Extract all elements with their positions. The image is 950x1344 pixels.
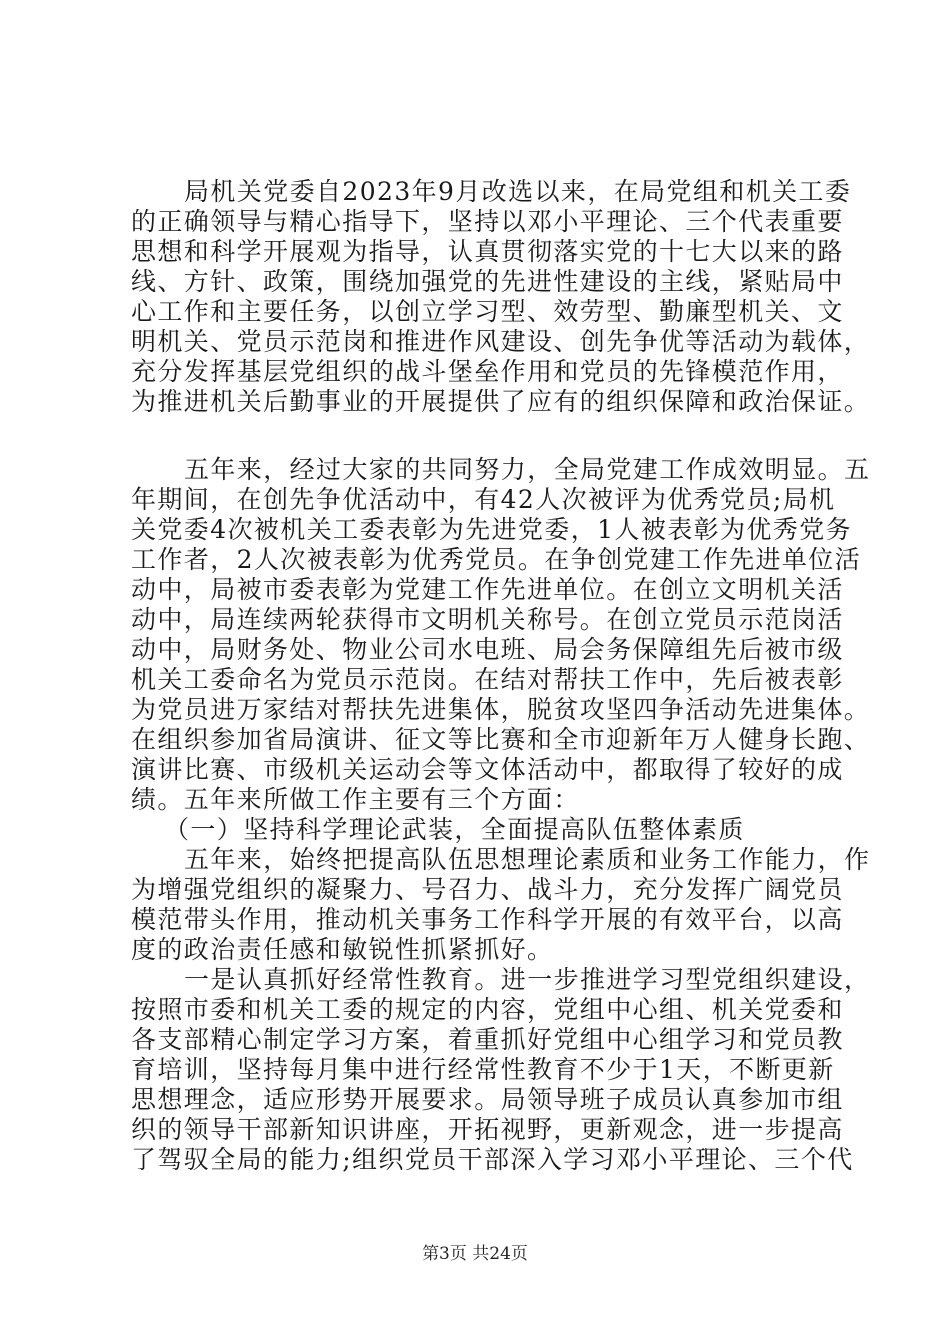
text-line: 育培训，坚持每月集中进行经常性教育不少于1天，不断更新 [131, 1055, 835, 1084]
text-line: 年期间，在创先争优活动中，有42人次被评为优秀党员;局机 [131, 485, 836, 514]
text-line: 明机关、党员示范岗和推进作风建设、创先争优等活动为载体， [131, 327, 871, 356]
text-line: 为推进机关后勤事业的开展提供了应有的组织保障和政治保证。 [131, 387, 871, 416]
page-footer [0, 1239, 950, 1264]
text-line: 为增强党组织的凝聚力、号召力、战斗力，充分发挥广阔党员 [131, 875, 844, 904]
text-line: 演讲比赛、市级机关运动会等文体活动中，都取得了较好的成 [131, 755, 844, 784]
text-line: 思想和科学开展观为指导，认真贯彻落实党的十七大以来的路 [131, 237, 844, 266]
text-line: 五年来，经过大家的共同努力，全局党建工作成效明显。五 [184, 455, 871, 484]
text-line: 的正确领导与精心指导下，坚持以邓小平理论、三个代表重要 [131, 207, 844, 236]
page-number: 第3页 共24页 [422, 1244, 528, 1264]
text-line: 关党委4次被机关工委表彰为先进党委，1人被表彰为优秀党务 [131, 515, 853, 544]
text-line: 度的政治责任感和敏锐性抓紧抓好。 [131, 935, 554, 964]
text-line: 绩。五年来所做工作主要有三个方面： [131, 785, 580, 814]
text-line: 机关工委命名为党员示范岗。在结对帮扶工作中，先后被表彰 [131, 665, 844, 694]
paragraph-achievements [131, 455, 871, 815]
text-line: 思想理念，适应形势开展要求。局领导班子成员认真参加市组 [131, 1085, 844, 1114]
text-line: 动中，局连续两轮获得市文明机关称号。在创立党员示范岗活 [131, 605, 844, 634]
text-line: 为党员进万家结对帮扶先进集体，脱贫攻坚四争活动先进集体。 [131, 695, 871, 724]
text-line: 各支部精心制定学习方案，着重抓好党组中心组学习和党员教 [131, 1025, 844, 1054]
paragraph-intro [131, 177, 871, 417]
paragraph-theory [131, 845, 871, 965]
text-line: 线、方针、政策，围绕加强党的先进性建设的主线，紧贴局中 [131, 267, 844, 296]
text-line: 工作者，2人次被表彰为优秀党员。在争创党建工作先进单位活 [131, 545, 862, 574]
text-line: 局机关党委自2023年9月改选以来，在局党组和机关工委 [184, 177, 852, 206]
text-line: 动中，局被市委表彰为党建工作先进单位。在创立文明机关活 [131, 575, 844, 604]
text-line: 在组织参加省局演讲、征文等比赛和全市迎新年万人健身长跑、 [131, 725, 871, 754]
text-line: 了驾驭全局的能力;组织党员干部深入学习邓小平理论、三个代 [131, 1145, 854, 1174]
text-line: 心工作和主要任务，以创立学习型、效劳型、勤廉型机关、文 [131, 297, 844, 326]
text-line: 模范带头作用，推动机关事务工作科学开展的有效平台，以高 [131, 905, 844, 934]
text-line: 动中，局财务处、物业公司水电班、局会务保障组先后被市级 [131, 635, 844, 664]
section-heading: （一）坚持科学理论武装，全面提高队伍整体素质 [164, 815, 745, 844]
text-line: 五年来，始终把提高队伍思想理论素质和业务工作能力，作 [184, 845, 871, 874]
text-line: 一是认真抓好经常性教育。进一步推进学习型党组织建设， [184, 965, 871, 994]
text-line: 充分发挥基层党组织的战斗堡垒作用和党员的先锋模范作用， [131, 357, 844, 386]
paragraph-gap [131, 417, 831, 455]
document-body [131, 177, 871, 1175]
paragraph-education [131, 965, 871, 1175]
text-line: 织的领导干部新知识讲座，开拓视野，更新观念，进一步提高 [131, 1115, 844, 1144]
text-line: 按照市委和机关工委的规定的内容，党组中心组、机关党委和 [131, 995, 844, 1024]
